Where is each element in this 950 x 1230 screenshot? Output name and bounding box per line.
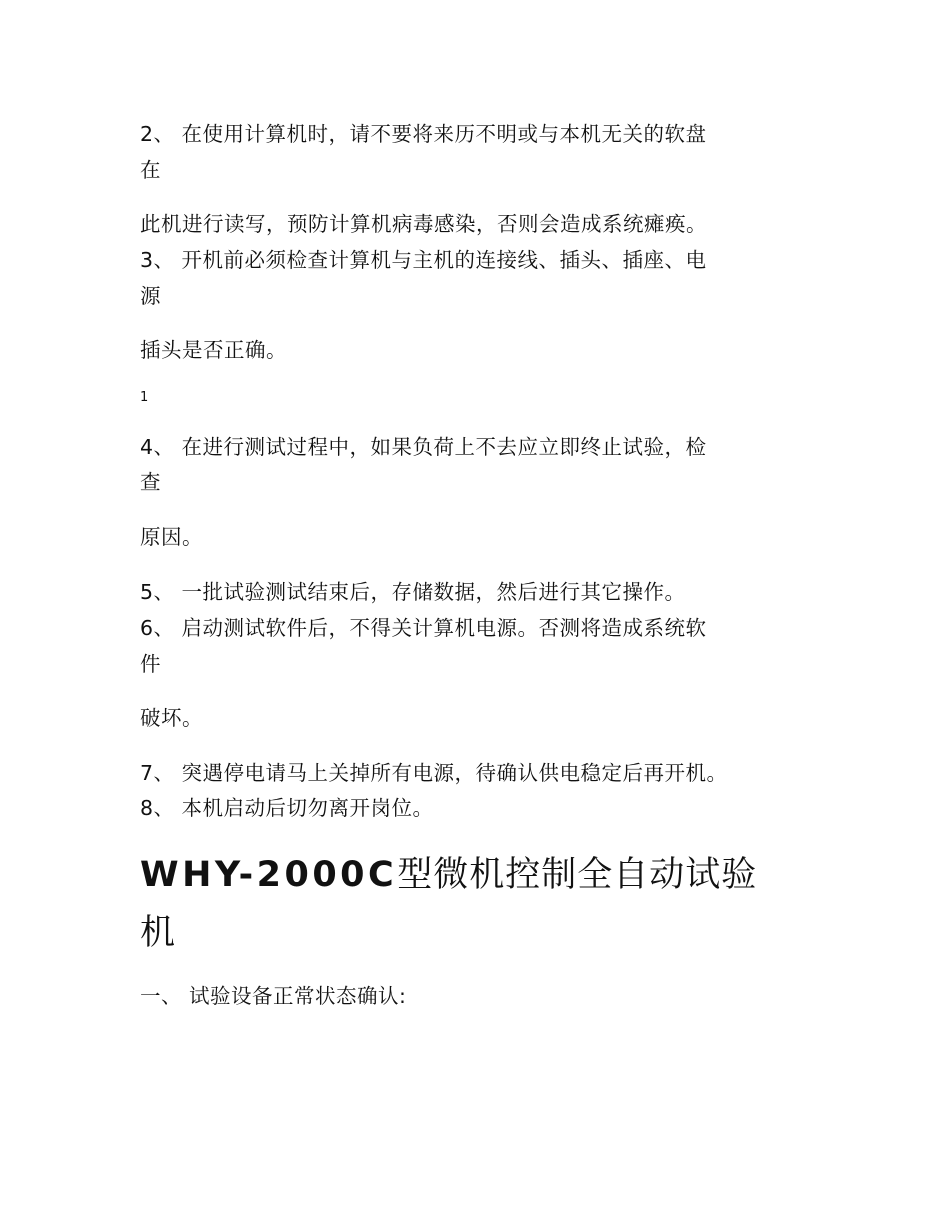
text-line: 2、 在使用计算机时，请不要将来历不明或与本机无关的软盘 [140,122,707,146]
page-number: 1 [140,390,149,405]
text-line: 4、 在进行测试过程中，如果负荷上不去应立即终止试验，检 [140,435,707,459]
text-line: 破坏。 [140,706,203,730]
subsection-title: 一、 试验设备正常状态确认: [140,984,407,1008]
text-line: 在 [140,158,161,182]
heading-model: WHY-2000C [140,855,398,895]
text-line: 源 [140,284,161,308]
text-line: 6、 启动测试软件后，不得关计算机电源。否测将造成系统软 [140,616,707,640]
text-line: 件 [140,652,161,676]
heading-title-line2: 机 [140,913,177,953]
text-line: 此机进行读写，预防计算机病毒感染，否则会造成系统瘫痪。 [140,212,707,236]
text-line: 7、 突遇停电请马上关掉所有电源，待确认供电稳定后再开机。 [140,761,728,785]
section-heading-continued [140,913,177,953]
text-line: 8、 本机启动后切勿离开岗位。 [140,796,434,820]
text-line: 3、 开机前必须检查计算机与主机的连接线、插头、插座、电 [140,248,707,272]
section-heading [140,855,758,895]
text-line: 插头是否正确。 [140,338,287,362]
text-line: 原因。 [140,525,203,549]
heading-title-line1: 型微机控制全自动试验 [397,855,758,895]
text-line: 5、 一批试验测试结束后，存储数据，然后进行其它操作。 [140,580,686,604]
text-line: 查 [140,470,161,494]
